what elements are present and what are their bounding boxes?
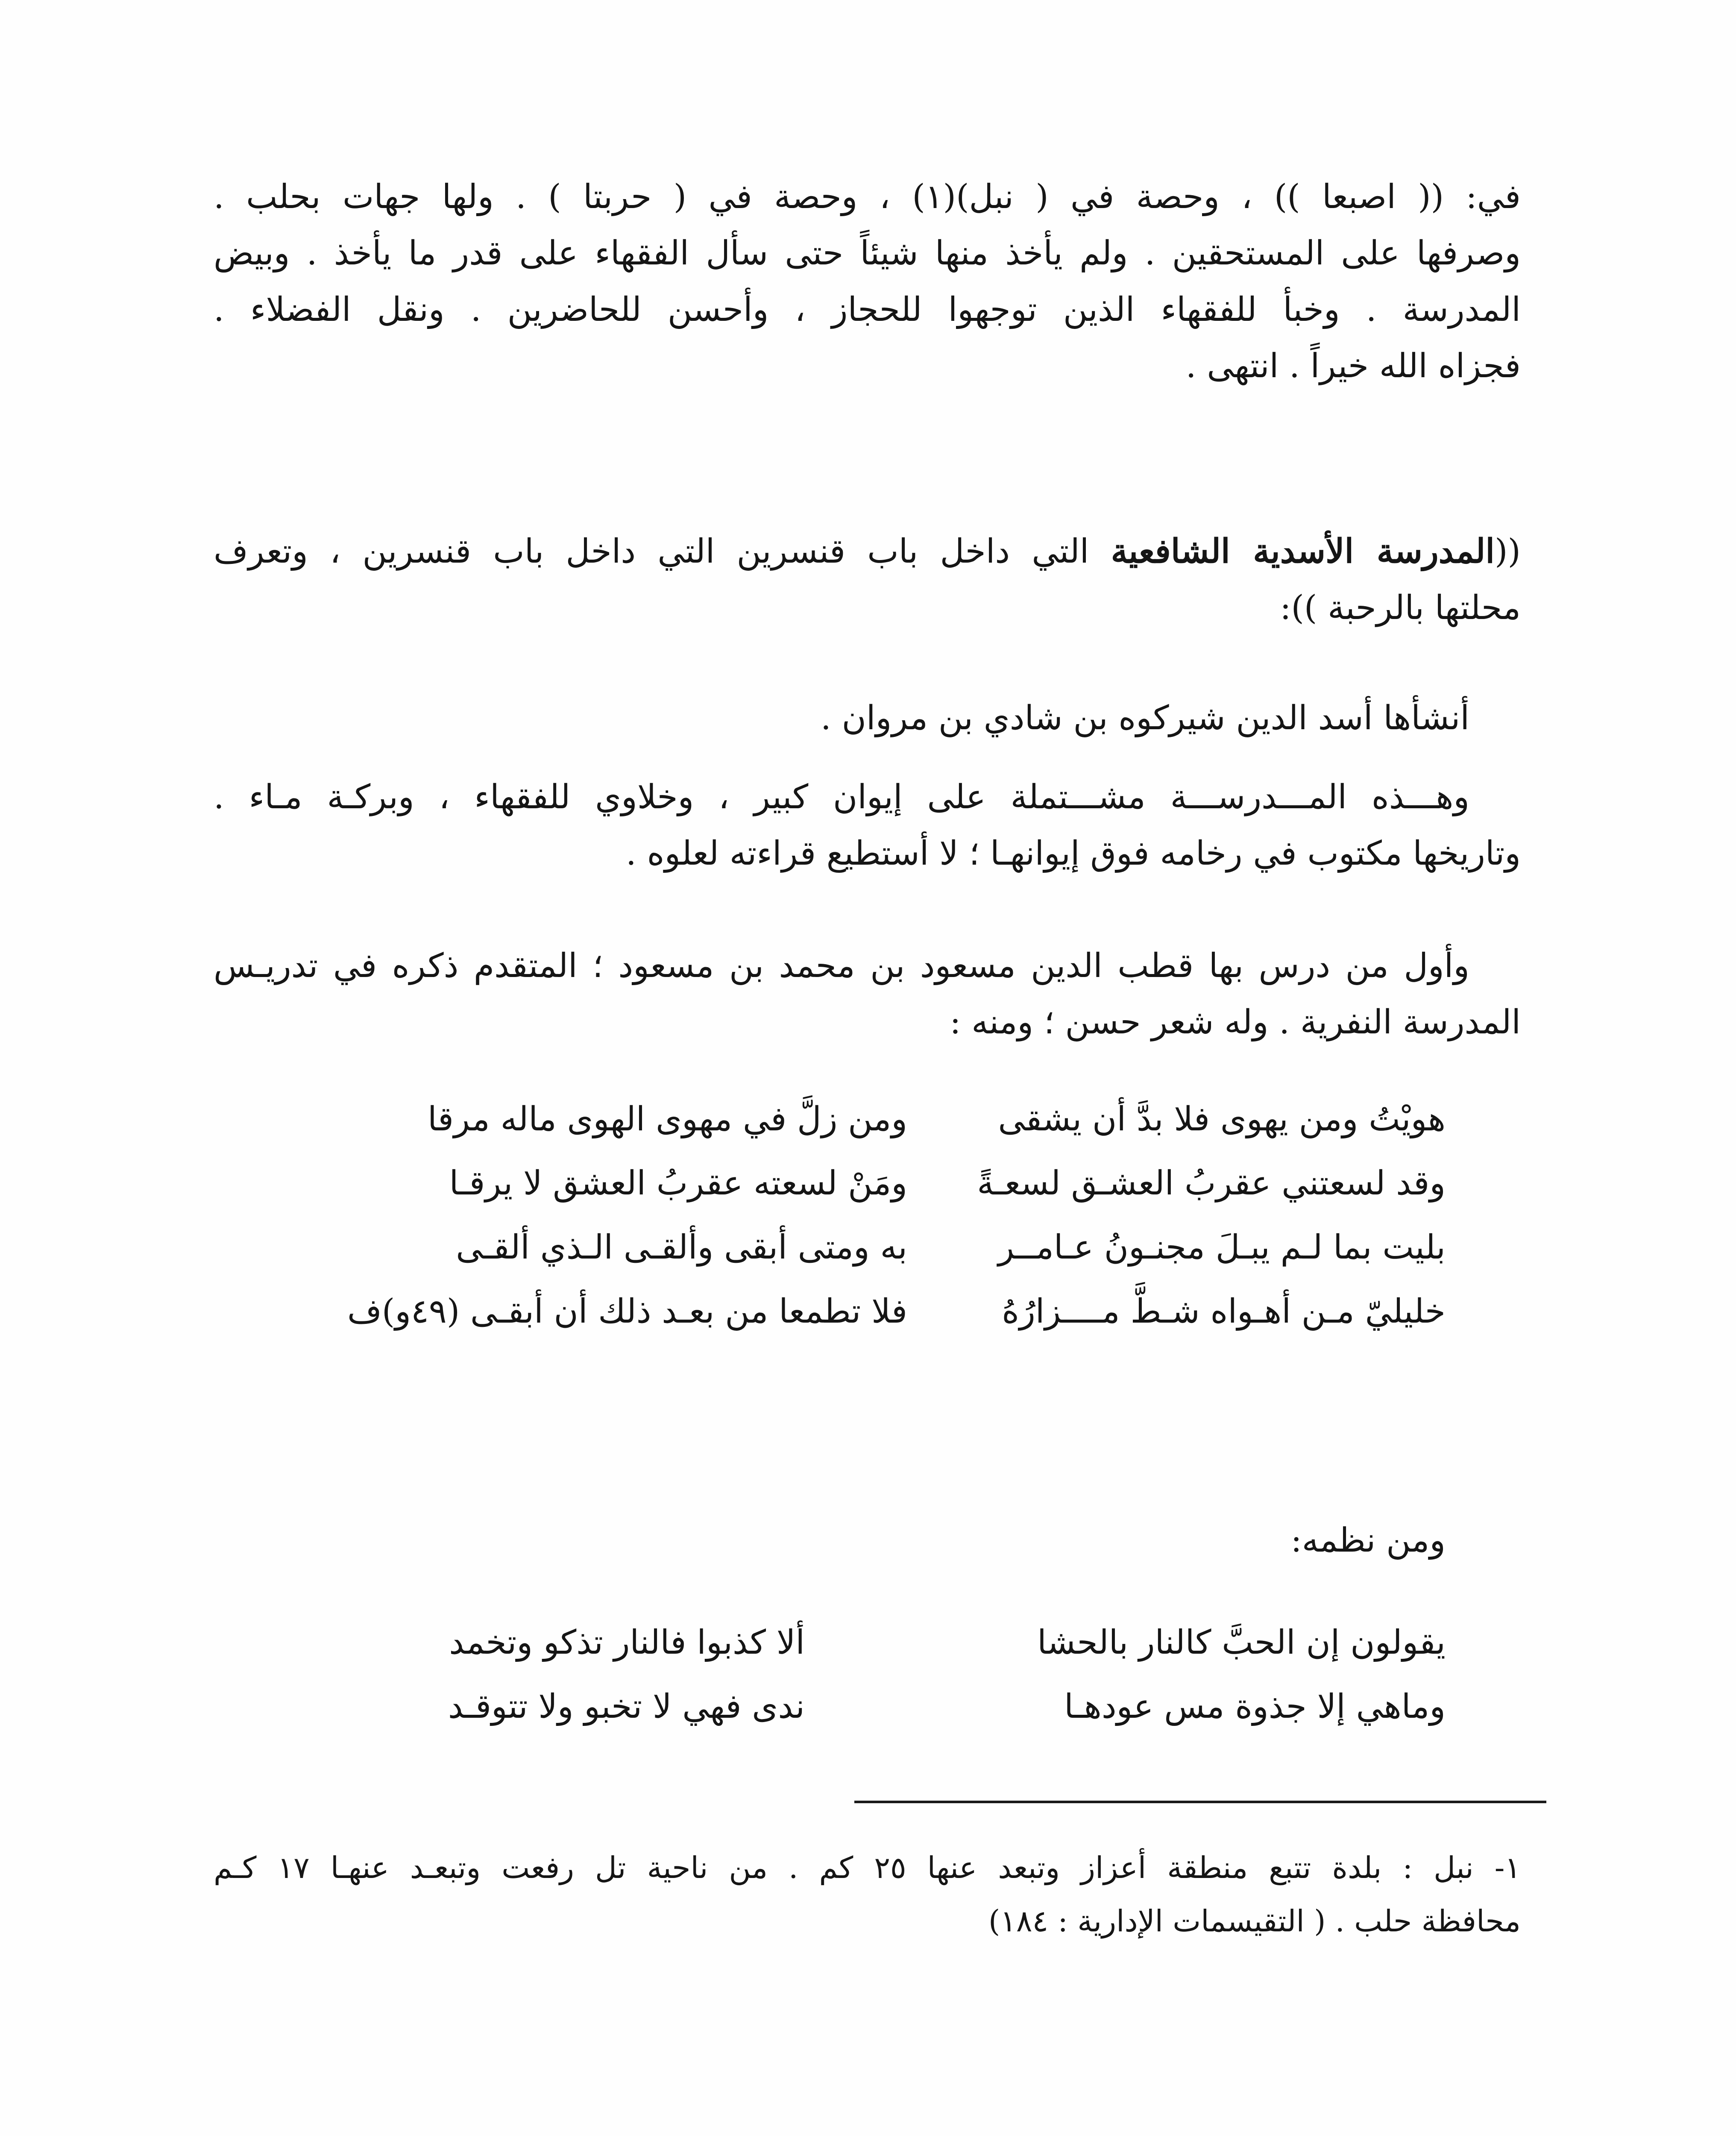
footnote-line: محافظة حلب . ( التقيسمات الإدارية : ١٨٤) <box>988 1904 1521 1939</box>
verse-line <box>207 1215 1446 1279</box>
verse-second-hemistich: فلا تطمعا من بعـد ذلك أن أبقـى (٤٩و)ف <box>347 1292 907 1331</box>
text-line: في: (( اصبعا )) ، وحصة في ( نبل)(١) ، وحصة في ( حربتا ) . ولها جهات بحلب . <box>214 178 1521 216</box>
verse-line <box>207 1151 1446 1215</box>
verse-second-hemistich: ندى فهي لا تخبو ولا تتوقـد <box>448 1687 805 1726</box>
text-line: وأول من درس بها قطب الدين مسعود بن محمد بن مسعود ؛ المتقدم ذكره في تدريـس <box>214 947 1469 985</box>
verse-line <box>207 1087 1446 1151</box>
text-line: أنشأها أسد الدين شيركوه بن شادي بن مروان . <box>821 699 1469 737</box>
text-line: وهـــذه المـــدرســـة مشـــتملة على إيوان كبير ، وخلاوي للفقهاء ، وبركـة مـاء . <box>214 778 1469 816</box>
school-name: المدرسة الأسدية الشافعية <box>1111 532 1495 571</box>
verse-second-hemistich: ومَنْ لسعته عقربُ العشق لا يرقـا <box>449 1164 907 1203</box>
verse-line <box>207 1611 1446 1675</box>
heading-line <box>214 523 1521 580</box>
poem-verses-1 <box>207 1087 1446 1344</box>
text-line: المدرسة النفرية . وله شعر حسن ؛ ومنه : <box>950 1003 1521 1042</box>
text-line: المدرسة . وخبأ للفقهاء الذين توجهوا للحجاز ، وأحسن للحاضرين . ونقل الفضلاء . <box>214 290 1521 329</box>
paragraph-first-teacher <box>214 938 1521 1050</box>
verse-first-hemistich: يقولون إن الحبَّ كالنار بالحشا <box>1037 1623 1446 1662</box>
paragraph-waqf-distribution <box>214 169 1521 394</box>
paragraph-school-heading <box>214 523 1521 636</box>
paragraph-description <box>214 769 1521 882</box>
footnote-line: ١- نبل : بلدة تتبع منطقة أعزاز وتبعد عنها ٢٥ كم . من ناحية تل رفعت وتبعـد عنهـا ١٧ كـم <box>214 1850 1521 1885</box>
verse-second-hemistich: به ومتى أبقى وألقـى الـذي ألقـى <box>456 1228 907 1267</box>
text-line: محلتها بالرحبة )): <box>1280 589 1521 627</box>
footnote-divider <box>854 1801 1546 1803</box>
verse-first-hemistich: وقد لسعتني عقربُ العشـق لسعـةً <box>977 1164 1446 1203</box>
verse-second-hemistich: ومن زلَّ في مهوى الهوى ماله مرقا <box>427 1100 907 1138</box>
text-line: وتاريخها مكتوب في رخامه فوق إيوانهـا ؛ لا أستطيع قراءته لعلوه . <box>626 834 1521 873</box>
heading-rest: التي داخل باب قنسرين التي داخل باب قنسرين ، وتعرف <box>214 532 1111 571</box>
paragraph-founder <box>214 690 1521 746</box>
verse-first-hemistich: بليت بما لـم يبـلَ مجنـونُ عـامــر <box>998 1228 1446 1267</box>
verse-line <box>207 1279 1446 1344</box>
poem-intro: ومن نظمه: <box>1290 1521 1446 1560</box>
verse-first-hemistich: هويْتُ ومن يهوى فلا بدَّ أن يشقى <box>998 1100 1446 1138</box>
poem-verses-2 <box>207 1611 1446 1739</box>
footnotes <box>214 1841 1521 1948</box>
text-line: وصرفها على المستحقين . ولم يأخذ منها شيئاً حتى سأل الفقهاء على قدر ما يأخذ . وبيض <box>214 234 1521 273</box>
text-line: فجزاه الله خيراً . انتهى . <box>1185 347 1521 385</box>
verse-first-hemistich: خليليّ مـن أهـواه شـطَّ مــــزارُهُ <box>1002 1292 1446 1331</box>
verse-first-hemistich: وماهي إلا جذوة مس عودهـا <box>1064 1687 1446 1726</box>
verse-line <box>207 1675 1446 1739</box>
heading-open-paren: (( <box>1495 532 1521 571</box>
verse-second-hemistich: ألا كذبوا فالنار تذكو وتخمد <box>449 1623 805 1662</box>
